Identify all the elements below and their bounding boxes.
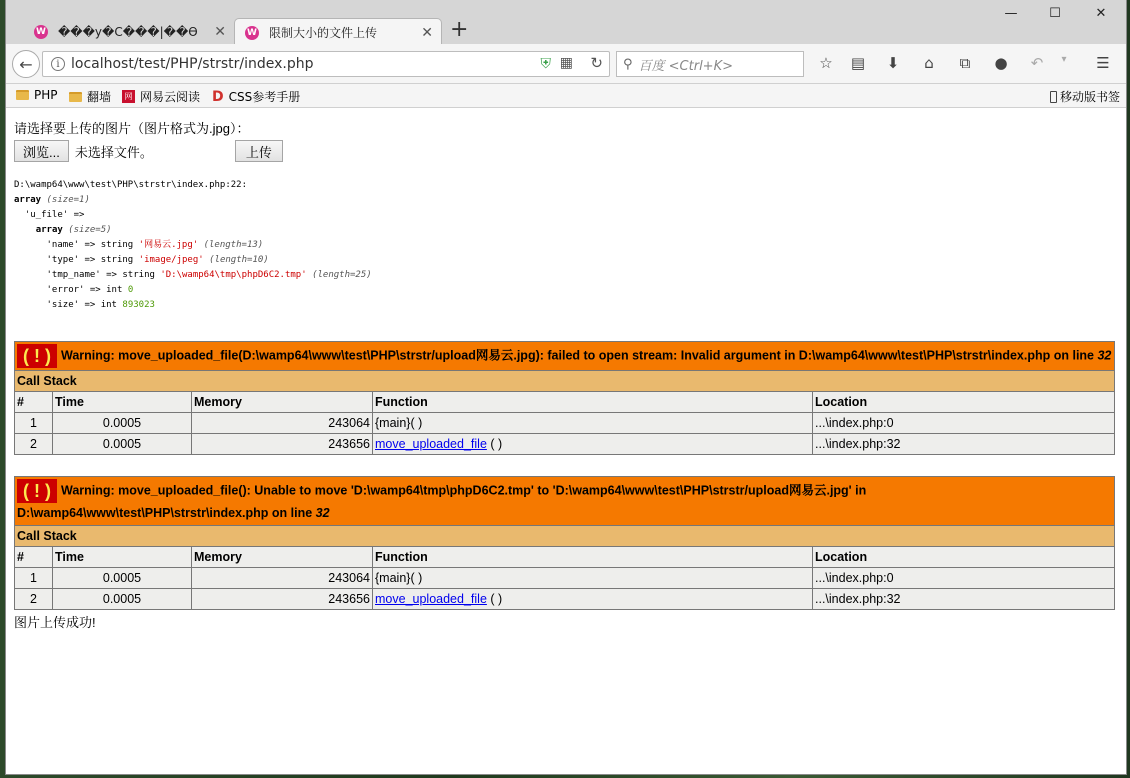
warning-line: 32 [315, 506, 330, 520]
minimize-icon[interactable]: — [1004, 6, 1018, 21]
browse-button[interactable]: 浏览... [14, 140, 69, 162]
dump-value: 'image/jpeg' [138, 255, 204, 265]
col-time: Time [53, 547, 192, 568]
col-function: Function [373, 547, 813, 568]
cell-location: ...\index.php:0 [813, 568, 1115, 589]
cell-num: 2 [15, 434, 53, 455]
col-time: Time [53, 392, 192, 413]
upload-prompt: 请选择要上传的图片（图片格式为.jpg）： [14, 121, 250, 136]
cell-time: 0.0005 [53, 589, 192, 610]
undo-icon[interactable]: ↶ [1030, 54, 1044, 72]
back-arrow-icon[interactable]: ← [12, 50, 40, 78]
col-memory: Memory [192, 547, 373, 568]
warning-icon: ( ! ) [17, 479, 57, 503]
warning-icon: ( ! ) [17, 344, 57, 368]
tab-strip [6, 0, 1126, 44]
dump-key: 'tmp_name' [46, 270, 101, 280]
maximize-icon[interactable]: ☐ [1049, 6, 1061, 21]
cell-time: 0.0005 [53, 413, 192, 434]
dump-meta: (length=10) [209, 255, 269, 265]
warning-message: Warning: move_uploaded_file(): Unable to move 'D:\wamp64\tmp\phpD6C2.tmp' to 'D:\wamp64\www\test\PHP\strstr/upload网易云.jpg' in D:\wamp64\www\test\PHP\strstr\index.php on line [17, 483, 867, 520]
warning-header [15, 342, 1115, 371]
bookmark-label: 翻墙 [87, 90, 112, 104]
bookmark-star-icon[interactable]: ☆ [819, 54, 833, 72]
reload-icon[interactable]: ↻ [590, 54, 603, 72]
cell-memory: 243656 [192, 434, 373, 455]
css-d-icon: D [212, 88, 224, 105]
qr-code-icon[interactable]: ▦ [559, 55, 573, 71]
new-tab-plus-icon[interactable]: + [450, 17, 469, 42]
var-dump [14, 178, 1118, 313]
table-row [15, 434, 1115, 455]
cell-function: {main}( ) [373, 413, 813, 434]
close-tab-icon[interactable]: ✕ [214, 24, 226, 40]
home-icon[interactable]: ⌂ [924, 54, 934, 72]
tab-active[interactable] [234, 18, 442, 46]
site-info-icon[interactable]: i [51, 57, 65, 71]
success-message: 图片上传成功! [14, 615, 96, 630]
bookmark-php[interactable] [16, 88, 58, 102]
search-icon: ⚲ [623, 56, 633, 72]
table-row [15, 568, 1115, 589]
function-args: ( ) [486, 437, 503, 451]
dump-type: string [100, 255, 134, 265]
dump-arrow: => [84, 255, 96, 265]
tab-title: ���y�C���|��Ө [58, 25, 198, 39]
phone-icon [1050, 91, 1057, 103]
page-content [6, 108, 1126, 631]
download-icon[interactable]: ⬇ [886, 54, 900, 72]
dump-key: 'size' [46, 300, 80, 310]
bookmark-vpn[interactable] [69, 88, 111, 105]
dump-type: int [100, 300, 117, 310]
menu-icon[interactable]: ☰ [1096, 54, 1110, 72]
table-row [15, 413, 1115, 434]
dump-value: 0 [127, 285, 134, 295]
close-window-icon[interactable]: ✕ [1095, 6, 1107, 21]
bookmark-label: PHP [34, 88, 58, 102]
chevron-down-icon[interactable]: ▾ [1061, 54, 1067, 65]
bookmark-label: CSS参考手册 [228, 90, 301, 104]
tab-inactive[interactable] [24, 18, 234, 46]
reading-list-icon[interactable]: ▤ [850, 54, 866, 72]
dump-meta: (length=13) [203, 240, 264, 250]
bookmark-netease[interactable] [122, 88, 200, 105]
dump-key: 'type' [46, 255, 80, 265]
folder-icon [16, 90, 29, 100]
dump-type: string [122, 270, 155, 280]
dump-key: 'u_file' [24, 210, 69, 220]
col-function: Function [373, 392, 813, 413]
cell-function [373, 589, 813, 610]
call-stack-header: Call Stack [15, 371, 1115, 392]
dump-arrow: => [84, 300, 96, 310]
cell-location: ...\index.php:0 [813, 413, 1115, 434]
upload-form [14, 140, 1118, 162]
cell-memory: 243656 [192, 589, 373, 610]
search-placeholder: 百度 <Ctrl+K> [638, 58, 733, 74]
dump-arrow: => [106, 270, 117, 280]
dump-type: string [100, 240, 134, 250]
col-num: # [15, 547, 53, 568]
warning-message: Warning: move_uploaded_file(D:\wamp64\www\test\PHP\strstr/upload网易云.jpg): failed to open stream: Invalid argument in D:\wamp64\www\test\PHP\strstr\index.php on line [60, 348, 1098, 363]
url-bar[interactable] [42, 51, 610, 77]
dump-array: array [14, 195, 42, 205]
xdebug-error-table [14, 476, 1115, 610]
cell-num: 1 [15, 413, 53, 434]
dump-key: 'name' [46, 240, 80, 250]
dump-size: (size=5) [68, 225, 112, 235]
col-num: # [15, 392, 53, 413]
folder-icon [69, 92, 82, 102]
warning-line: 32 [1097, 348, 1112, 363]
dump-value: 'D:\wamp64\tmp\phpD6C2.tmp' [160, 270, 307, 280]
dump-type: int [106, 285, 123, 295]
browser-window [6, 0, 1126, 774]
cell-location: ...\index.php:32 [813, 434, 1115, 455]
dump-value: 893023 [122, 300, 155, 310]
dump-array: array [35, 225, 63, 235]
col-location: Location [813, 547, 1115, 568]
cell-memory: 243064 [192, 568, 373, 589]
col-memory: Memory [192, 392, 373, 413]
function-doc-link[interactable]: move_uploaded_file [375, 437, 487, 451]
bookmark-label: 网易云阅读 [140, 90, 201, 104]
mobile-bookmarks-label: 移动版书签 [1059, 90, 1120, 104]
cell-memory: 243064 [192, 413, 373, 434]
tab-title: 限制大小的文件上传 [269, 26, 378, 40]
screenshot-crop-icon[interactable]: ⧉ [959, 54, 971, 72]
cell-time: 0.0005 [53, 568, 192, 589]
col-location: Location [813, 392, 1115, 413]
wamp-favicon-icon: W [34, 25, 48, 39]
upload-button[interactable]: 上传 [235, 140, 283, 162]
xdebug-error-table [14, 341, 1115, 455]
no-file-text: 未选择文件。 [74, 144, 153, 160]
dump-arrow: => [73, 210, 85, 220]
bookmark-css[interactable] [212, 88, 300, 105]
cell-num: 1 [15, 568, 53, 589]
cell-num: 2 [15, 589, 53, 610]
table-row [15, 589, 1115, 610]
cell-function [373, 434, 813, 455]
dump-key: 'error' [46, 285, 85, 295]
function-doc-link[interactable]: move_uploaded_file [375, 592, 487, 606]
cell-time: 0.0005 [53, 434, 192, 455]
navigation-bar [6, 44, 1126, 84]
chat-bubble-icon[interactable]: ● [994, 54, 1008, 72]
wamp-favicon-icon: W [245, 26, 259, 40]
dump-value: '网易云.jpg' [138, 240, 199, 250]
url-text: localhost/test/PHP/strstr/index.php [71, 56, 314, 72]
dump-arrow: => [89, 285, 101, 295]
search-input[interactable] [616, 51, 804, 77]
shield-icon[interactable]: ⛨ [540, 56, 551, 72]
bookmarks-bar [6, 84, 1126, 108]
cell-location: ...\index.php:32 [813, 589, 1115, 610]
call-stack-header: Call Stack [15, 526, 1115, 547]
warning-header [15, 477, 1115, 526]
dump-location: D:\wamp64\www\test\PHP\strstr\index.php:22: [14, 180, 247, 190]
mobile-bookmarks[interactable] [1050, 88, 1120, 105]
close-tab-icon[interactable]: ✕ [421, 25, 433, 41]
dump-size: (size=1) [46, 195, 90, 205]
dump-meta: (length=25) [312, 270, 372, 280]
cell-function: {main}( ) [373, 568, 813, 589]
function-args: ( ) [486, 592, 503, 606]
netease-icon: 网 [122, 90, 135, 103]
dump-arrow: => [84, 240, 96, 250]
